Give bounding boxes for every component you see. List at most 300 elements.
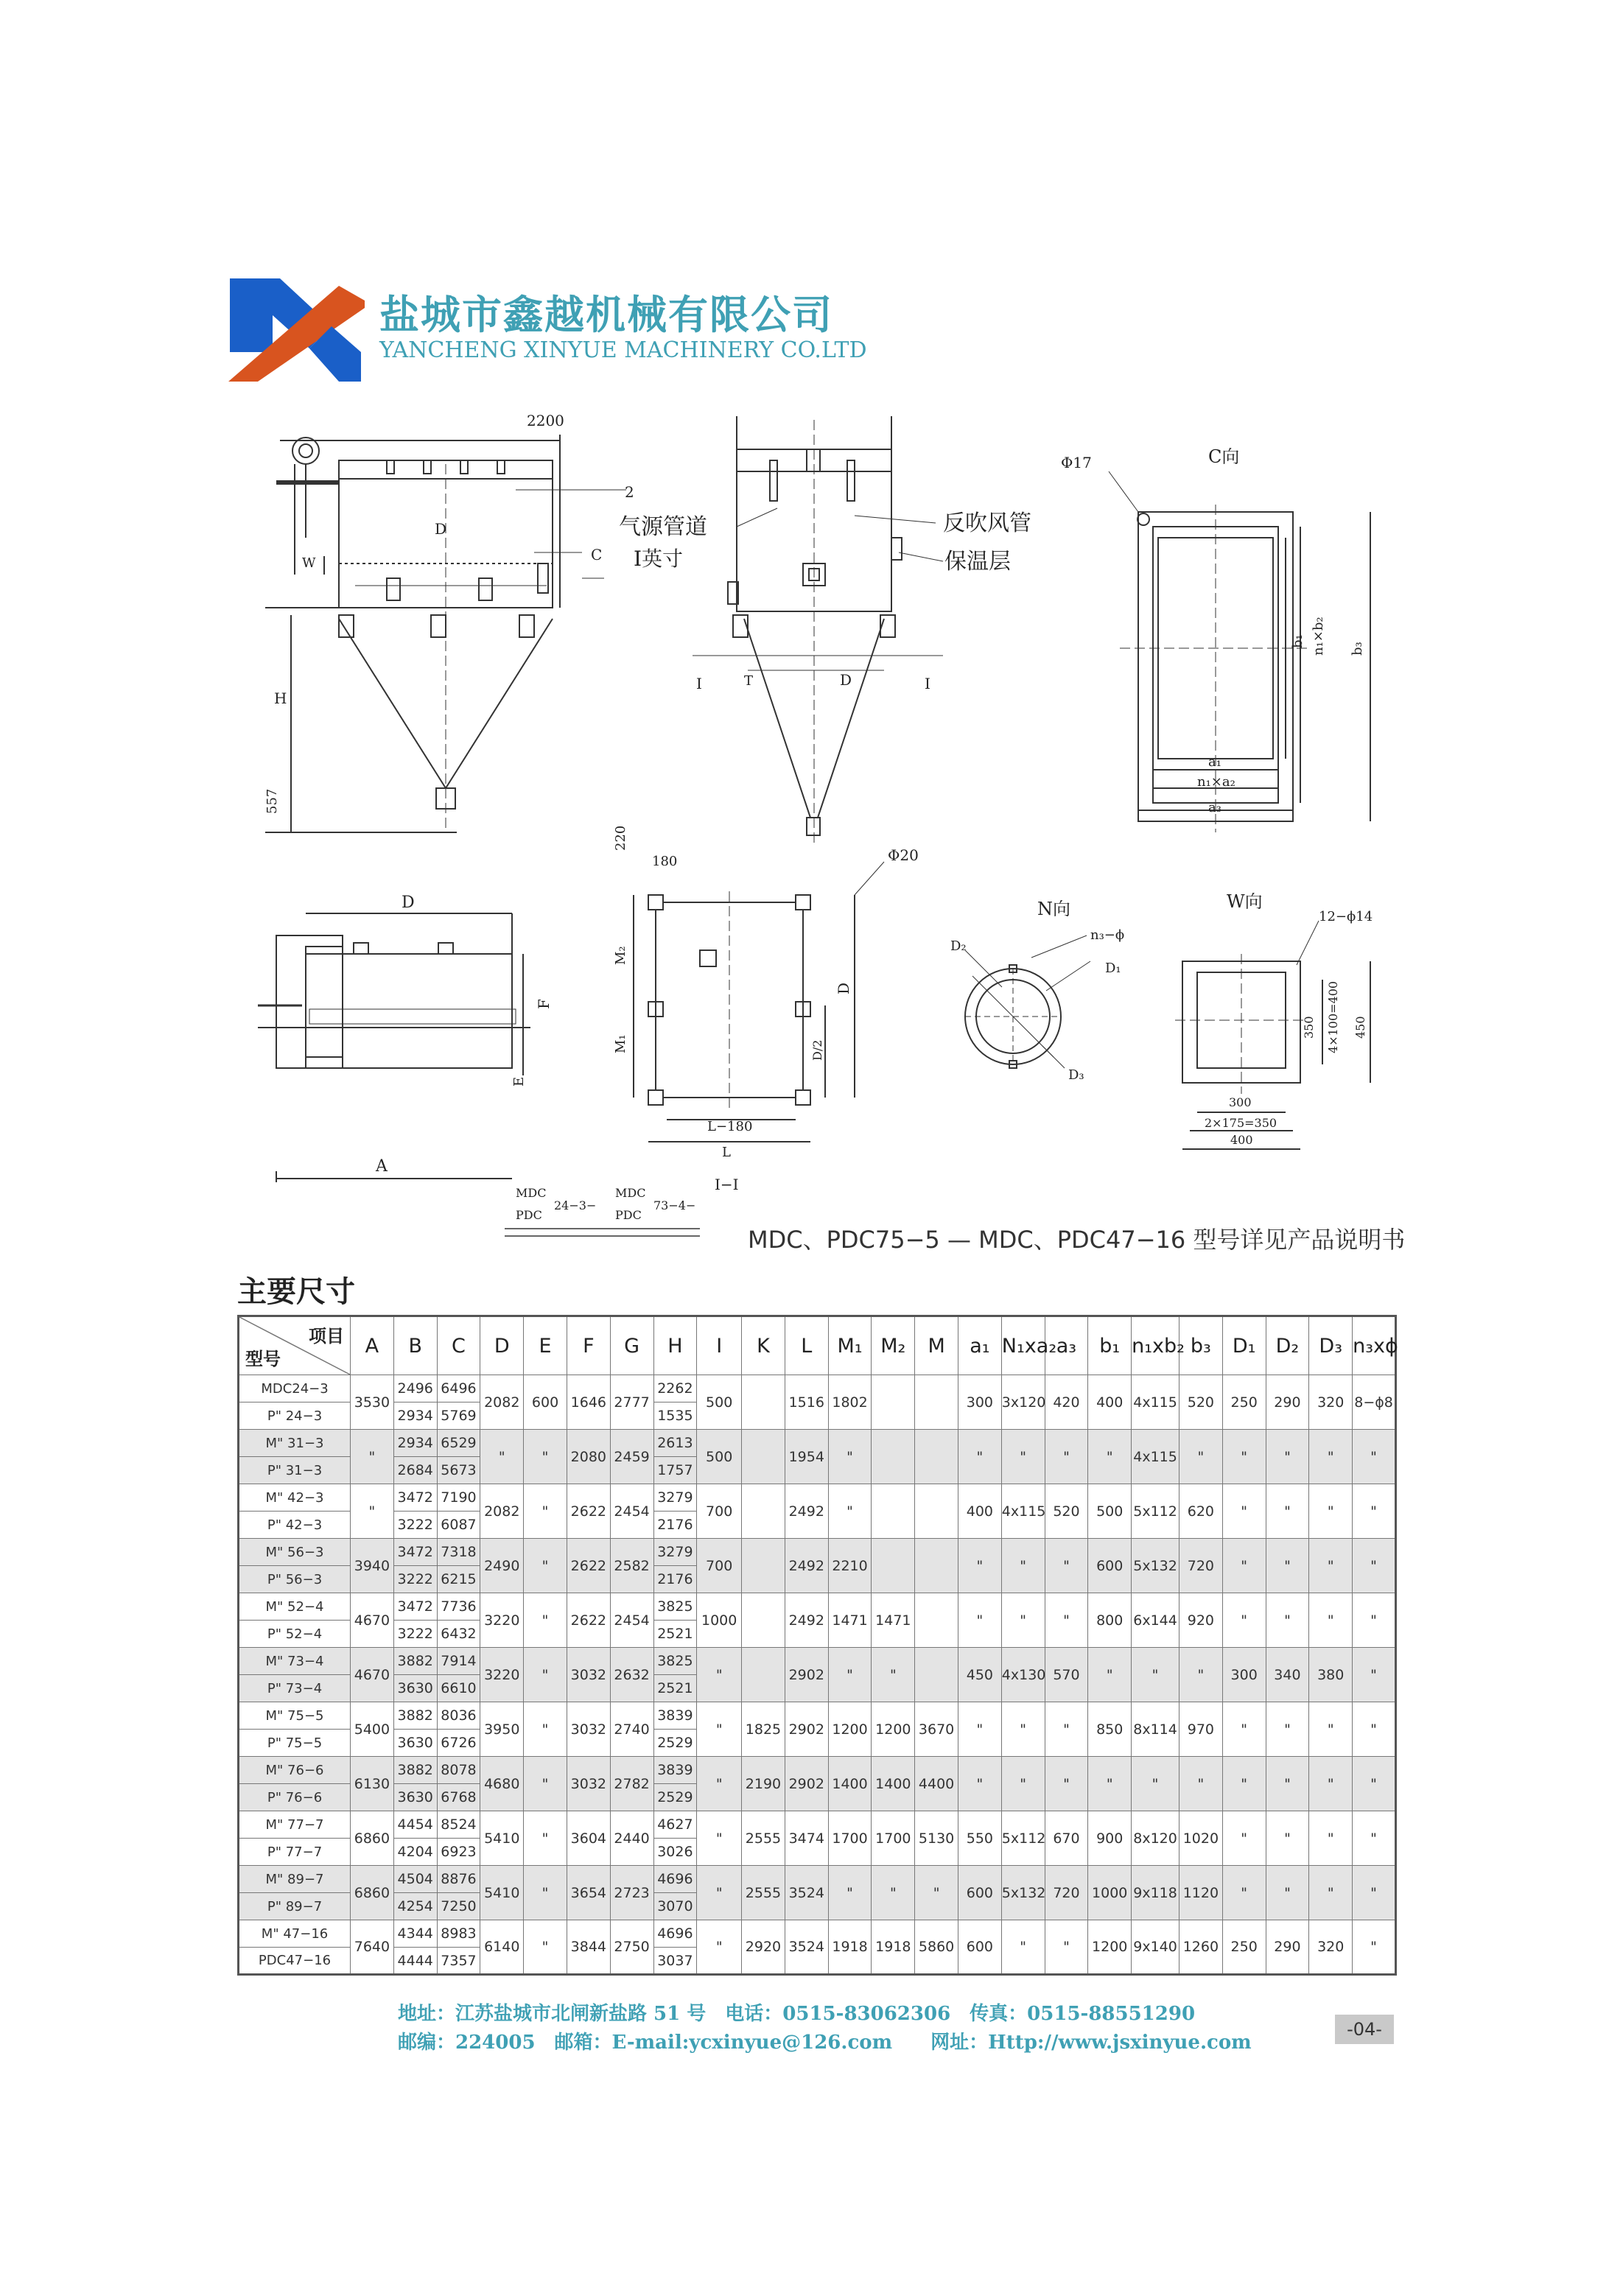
table-cell: " bbox=[1222, 1430, 1266, 1484]
column-header: L bbox=[785, 1316, 828, 1375]
model-cell: M" 76−6 bbox=[239, 1757, 351, 1784]
svg-text:D₃: D₃ bbox=[1068, 1067, 1084, 1083]
svg-text:557: 557 bbox=[264, 788, 280, 814]
table-cell: 3882 bbox=[393, 1648, 437, 1675]
model-cell: M" 47−16 bbox=[239, 1920, 351, 1948]
svg-text:PDC: PDC bbox=[615, 1208, 642, 1222]
table-cell bbox=[915, 1593, 958, 1648]
section-title: 主要尺寸 bbox=[237, 1275, 355, 1309]
table-cell: 2740 bbox=[610, 1702, 653, 1757]
table-cell: 4670 bbox=[351, 1593, 394, 1648]
table-cell bbox=[872, 1484, 915, 1539]
table-cell: 4204 bbox=[393, 1839, 437, 1866]
table-cell: 2902 bbox=[785, 1648, 828, 1702]
table-cell: 1200 bbox=[872, 1702, 915, 1757]
table-cell: 2777 bbox=[610, 1375, 653, 1430]
table-cell: " bbox=[828, 1484, 872, 1539]
table-cell: 7357 bbox=[437, 1948, 480, 1975]
svg-text:Φ20: Φ20 bbox=[888, 846, 919, 864]
table-cell: 570 bbox=[1045, 1648, 1088, 1702]
table-cell: 3950 bbox=[480, 1702, 524, 1757]
svg-text:a₁: a₁ bbox=[1208, 754, 1221, 770]
table-cell: 2782 bbox=[610, 1757, 653, 1811]
column-header: b₁ bbox=[1088, 1316, 1132, 1375]
table-cell: 4444 bbox=[393, 1948, 437, 1975]
table-cell: 1000 bbox=[1088, 1866, 1132, 1920]
table-cell: 1471 bbox=[872, 1593, 915, 1648]
model-cell: P" 75−5 bbox=[239, 1730, 351, 1757]
table-cell: " bbox=[1353, 1539, 1396, 1593]
table-cell: " bbox=[1309, 1484, 1353, 1539]
table-cell: 6610 bbox=[437, 1675, 480, 1702]
table-cell: " bbox=[1353, 1811, 1396, 1866]
model-cell: M" 75−5 bbox=[239, 1702, 351, 1730]
table-cell: 3825 bbox=[653, 1648, 697, 1675]
table-cell: 5769 bbox=[437, 1402, 480, 1430]
table-cell: 4670 bbox=[351, 1648, 394, 1702]
svg-text:I: I bbox=[696, 675, 702, 692]
svg-text:73−4−: 73−4− bbox=[653, 1198, 696, 1212]
table-cell: 7190 bbox=[437, 1484, 480, 1512]
table-cell: " bbox=[1222, 1702, 1266, 1757]
table-cell: 2582 bbox=[610, 1539, 653, 1593]
table-cell: 3882 bbox=[393, 1757, 437, 1784]
svg-text:D: D bbox=[840, 671, 852, 689]
table-cell: " bbox=[1045, 1539, 1088, 1593]
table-cell: " bbox=[1045, 1593, 1088, 1648]
table-row bbox=[239, 1757, 1396, 1784]
table-cell: 2920 bbox=[742, 1920, 785, 1975]
table-cell bbox=[742, 1375, 785, 1430]
table-cell: " bbox=[1045, 1920, 1088, 1975]
table-cell: 5x112 bbox=[1001, 1811, 1045, 1866]
table-cell: 6768 bbox=[437, 1784, 480, 1811]
table-cell: 290 bbox=[1266, 1920, 1309, 1975]
table-cell: " bbox=[1309, 1866, 1353, 1920]
svg-text:I英寸: I英寸 bbox=[634, 547, 684, 571]
table-cell: 2492 bbox=[785, 1593, 828, 1648]
table-cell: 2190 bbox=[742, 1757, 785, 1811]
svg-text:D/2: D/2 bbox=[810, 1039, 824, 1061]
table-cell: 4454 bbox=[393, 1811, 437, 1839]
table-cell: 2902 bbox=[785, 1757, 828, 1811]
table-cell: 2459 bbox=[610, 1430, 653, 1484]
table-cell: 1471 bbox=[828, 1593, 872, 1648]
header-model-label: 型号 bbox=[245, 1349, 281, 1369]
table-cell: " bbox=[524, 1702, 567, 1757]
model-cell: P" 52−4 bbox=[239, 1621, 351, 1648]
svg-text:L−180: L−180 bbox=[707, 1119, 753, 1134]
svg-text:450: 450 bbox=[1353, 1016, 1367, 1039]
table-cell: 7736 bbox=[437, 1593, 480, 1621]
table-row bbox=[239, 1375, 1396, 1402]
table-cell: " bbox=[1222, 1484, 1266, 1539]
table-cell: 670 bbox=[1045, 1811, 1088, 1866]
table-cell: 1802 bbox=[828, 1375, 872, 1430]
table-cell: " bbox=[697, 1702, 742, 1757]
table-cell: 320 bbox=[1309, 1375, 1353, 1430]
table-cell: 2684 bbox=[393, 1457, 437, 1484]
table-cell: " bbox=[524, 1648, 567, 1702]
svg-text:D: D bbox=[435, 520, 447, 538]
svg-text:180: 180 bbox=[652, 854, 678, 869]
svg-text:N向: N向 bbox=[1037, 899, 1070, 919]
svg-text:保温层: 保温层 bbox=[944, 549, 1011, 575]
column-header: C bbox=[437, 1316, 480, 1375]
table-cell: " bbox=[524, 1539, 567, 1593]
table-cell: " bbox=[1266, 1702, 1309, 1757]
table-row bbox=[239, 1484, 1396, 1512]
table-cell: 2934 bbox=[393, 1402, 437, 1430]
svg-text:a₃: a₃ bbox=[1208, 800, 1221, 815]
table-cell: 8036 bbox=[437, 1702, 480, 1730]
table-cell: " bbox=[1222, 1539, 1266, 1593]
table-cell: 900 bbox=[1088, 1811, 1132, 1866]
table-cell bbox=[872, 1375, 915, 1430]
svg-text:气源管道: 气源管道 bbox=[619, 514, 707, 540]
table-cell: 2082 bbox=[480, 1484, 524, 1539]
table-cell: " bbox=[1045, 1757, 1088, 1811]
svg-text:D: D bbox=[835, 982, 852, 994]
model-cell: P" 76−6 bbox=[239, 1784, 351, 1811]
table-cell: " bbox=[872, 1648, 915, 1702]
table-cell: 2176 bbox=[653, 1512, 697, 1539]
table-cell: 3530 bbox=[351, 1375, 394, 1430]
table-cell: " bbox=[1266, 1430, 1309, 1484]
table-cell: 9x140 bbox=[1132, 1920, 1179, 1975]
table-cell bbox=[915, 1539, 958, 1593]
table-cell: " bbox=[958, 1539, 1002, 1593]
table-cell: 800 bbox=[1088, 1593, 1132, 1648]
table-cell: " bbox=[1001, 1920, 1045, 1975]
table-cell: 1954 bbox=[785, 1430, 828, 1484]
table-cell: " bbox=[697, 1811, 742, 1866]
table-cell: 8x114 bbox=[1132, 1702, 1179, 1757]
svg-text:2: 2 bbox=[625, 483, 634, 501]
table-cell: " bbox=[958, 1757, 1002, 1811]
column-header: n₁xb₂ bbox=[1132, 1316, 1179, 1375]
side-view-drawing bbox=[693, 416, 1031, 847]
table-cell: 1400 bbox=[872, 1757, 915, 1811]
table-cell: 4x115 bbox=[1132, 1375, 1179, 1430]
column-header: D₁ bbox=[1222, 1316, 1266, 1375]
svg-text:I−I: I−I bbox=[715, 1176, 739, 1193]
column-header: a₁ bbox=[958, 1316, 1002, 1375]
table-cell bbox=[872, 1539, 915, 1593]
table-cell: 3220 bbox=[480, 1593, 524, 1648]
table-cell: 1120 bbox=[1179, 1866, 1222, 1920]
table-cell: " bbox=[1309, 1539, 1353, 1593]
table-cell: " bbox=[1179, 1430, 1222, 1484]
model-cell: P" 77−7 bbox=[239, 1839, 351, 1866]
svg-text:D: D bbox=[402, 894, 415, 912]
table-cell: " bbox=[697, 1648, 742, 1702]
table-cell: " bbox=[1222, 1593, 1266, 1648]
table-cell: 340 bbox=[1266, 1648, 1309, 1702]
table-cell: " bbox=[524, 1811, 567, 1866]
table-cell: " bbox=[1266, 1539, 1309, 1593]
table-cell: 3839 bbox=[653, 1757, 697, 1784]
table-cell: 3472 bbox=[393, 1484, 437, 1512]
table-cell: " bbox=[1353, 1593, 1396, 1648]
table-cell: 6130 bbox=[351, 1757, 394, 1811]
model-cell: P" 73−4 bbox=[239, 1675, 351, 1702]
table-cell: 600 bbox=[524, 1375, 567, 1430]
table-cell bbox=[742, 1430, 785, 1484]
table-cell: 5x132 bbox=[1001, 1866, 1045, 1920]
table-cell: 1000 bbox=[697, 1593, 742, 1648]
column-header: E bbox=[524, 1316, 567, 1375]
column-header: M₂ bbox=[872, 1316, 915, 1375]
table-cell: 6529 bbox=[437, 1430, 480, 1457]
footer-contact-line1: 地址：江苏盐城市北闸新盐路 51 号 电话：0515-83062306 传真：0515-88551290 bbox=[398, 2003, 1196, 2025]
table-cell bbox=[915, 1484, 958, 1539]
svg-text:n₁×a₂: n₁×a₂ bbox=[1197, 774, 1235, 790]
svg-text:I: I bbox=[925, 675, 930, 692]
n-view-drawing bbox=[950, 899, 1124, 1083]
table-cell: 1757 bbox=[653, 1457, 697, 1484]
table-cell: 6496 bbox=[437, 1375, 480, 1402]
model-cell: M" 56−3 bbox=[239, 1539, 351, 1566]
table-cell: " bbox=[1266, 1811, 1309, 1866]
table-cell: 6860 bbox=[351, 1811, 394, 1866]
table-cell: 3472 bbox=[393, 1539, 437, 1566]
table-cell: 520 bbox=[1179, 1375, 1222, 1430]
table-cell: " bbox=[524, 1866, 567, 1920]
table-cell: 970 bbox=[1179, 1702, 1222, 1757]
table-cell: 700 bbox=[697, 1539, 742, 1593]
table-cell: 3222 bbox=[393, 1512, 437, 1539]
table-cell: 550 bbox=[958, 1811, 1002, 1866]
table-cell: " bbox=[1132, 1648, 1179, 1702]
table-cell: 4400 bbox=[915, 1757, 958, 1811]
table-cell: 3220 bbox=[480, 1648, 524, 1702]
table-cell: " bbox=[1001, 1593, 1045, 1648]
table-cell: " bbox=[697, 1920, 742, 1975]
table-cell: 8876 bbox=[437, 1866, 480, 1893]
table-row bbox=[239, 1539, 1396, 1566]
table-cell: 3839 bbox=[653, 1702, 697, 1730]
svg-text:E: E bbox=[511, 1076, 527, 1086]
svg-text:MDC: MDC bbox=[615, 1186, 646, 1200]
svg-text:n₃−ϕ: n₃−ϕ bbox=[1090, 927, 1125, 943]
table-cell: 6726 bbox=[437, 1730, 480, 1757]
table-cell: " bbox=[1309, 1811, 1353, 1866]
table-cell: 3654 bbox=[567, 1866, 610, 1920]
table-cell: 6923 bbox=[437, 1839, 480, 1866]
svg-text:4×100=400: 4×100=400 bbox=[1326, 980, 1340, 1053]
table-cell: 6432 bbox=[437, 1621, 480, 1648]
table-cell: 2176 bbox=[653, 1566, 697, 1593]
table-cell: 2454 bbox=[610, 1484, 653, 1539]
svg-text:F: F bbox=[535, 999, 553, 1009]
table-cell: 1400 bbox=[828, 1757, 872, 1811]
table-cell: " bbox=[1309, 1593, 1353, 1648]
table-cell: 400 bbox=[1088, 1375, 1132, 1430]
table-cell: " bbox=[351, 1430, 394, 1484]
table-cell: " bbox=[1179, 1648, 1222, 1702]
table-cell: 3882 bbox=[393, 1702, 437, 1730]
table-cell: " bbox=[1353, 1648, 1396, 1702]
table-cell: 300 bbox=[1222, 1648, 1266, 1702]
svg-text:PDC: PDC bbox=[516, 1208, 542, 1222]
table-cell: " bbox=[958, 1593, 1002, 1648]
svg-text:n₁×b₂: n₁×b₂ bbox=[1311, 617, 1326, 656]
table-cell: 850 bbox=[1088, 1702, 1132, 1757]
table-cell: " bbox=[1001, 1430, 1045, 1484]
table-cell bbox=[742, 1593, 785, 1648]
table-cell: " bbox=[1088, 1430, 1132, 1484]
column-header: M₁ bbox=[828, 1316, 872, 1375]
table-cell: 1700 bbox=[872, 1811, 915, 1866]
svg-text:H: H bbox=[274, 689, 287, 707]
table-cell: 600 bbox=[958, 1920, 1002, 1975]
table-cell: 6140 bbox=[480, 1920, 524, 1975]
table-cell: 7250 bbox=[437, 1893, 480, 1920]
table-cell: 2902 bbox=[785, 1702, 828, 1757]
table-cell: " bbox=[1222, 1811, 1266, 1866]
svg-text:400: 400 bbox=[1230, 1133, 1253, 1147]
table-cell: " bbox=[1222, 1757, 1266, 1811]
table-cell: 2622 bbox=[567, 1484, 610, 1539]
table-cell: 6215 bbox=[437, 1566, 480, 1593]
column-header: B bbox=[393, 1316, 437, 1375]
w-view-drawing bbox=[1175, 891, 1373, 1149]
table-row bbox=[239, 1811, 1396, 1839]
table-cell: 2082 bbox=[480, 1375, 524, 1430]
table-cell: 3940 bbox=[351, 1539, 394, 1593]
table-cell: 520 bbox=[1045, 1484, 1088, 1539]
table-cell: 3x120 bbox=[1001, 1375, 1045, 1430]
svg-text:Φ17: Φ17 bbox=[1061, 454, 1092, 471]
section-i-i-drawing bbox=[613, 826, 919, 1193]
table-cell: 4344 bbox=[393, 1920, 437, 1948]
table-cell: 3032 bbox=[567, 1648, 610, 1702]
table-cell: 3032 bbox=[567, 1757, 610, 1811]
dimension-table bbox=[237, 1315, 1397, 1976]
table-cell: 5410 bbox=[480, 1811, 524, 1866]
table-cell: 7914 bbox=[437, 1648, 480, 1675]
table-cell: 450 bbox=[958, 1648, 1002, 1702]
table-cell: 2210 bbox=[828, 1539, 872, 1593]
table-cell: 2492 bbox=[785, 1539, 828, 1593]
table-cell: 2490 bbox=[480, 1539, 524, 1593]
table-cell bbox=[742, 1539, 785, 1593]
table-cell: " bbox=[1001, 1702, 1045, 1757]
model-cell: M" 77−7 bbox=[239, 1811, 351, 1839]
table-cell: 500 bbox=[1088, 1484, 1132, 1539]
model-cell: P" 89−7 bbox=[239, 1893, 351, 1920]
table-cell bbox=[742, 1648, 785, 1702]
table-cell: 3524 bbox=[785, 1866, 828, 1920]
table-cell: 8078 bbox=[437, 1757, 480, 1784]
technical-drawings bbox=[236, 405, 1400, 1252]
table-cell: " bbox=[524, 1430, 567, 1484]
table-cell: 4627 bbox=[653, 1811, 697, 1839]
table-cell: " bbox=[1088, 1648, 1132, 1702]
table-cell: 4696 bbox=[653, 1866, 697, 1893]
table-cell: 380 bbox=[1309, 1648, 1353, 1702]
svg-text:T: T bbox=[744, 673, 754, 689]
table-cell: 7318 bbox=[437, 1539, 480, 1566]
table-cell: 2454 bbox=[610, 1593, 653, 1648]
svg-text:2200: 2200 bbox=[527, 412, 564, 429]
table-cell: 700 bbox=[697, 1484, 742, 1539]
company-name-en: YANCHENG XINYUE MACHINERY CO.LTD bbox=[379, 337, 867, 363]
table-cell: " bbox=[828, 1866, 872, 1920]
table-cell: 2529 bbox=[653, 1730, 697, 1757]
table-cell: 3474 bbox=[785, 1811, 828, 1866]
table-cell: " bbox=[1266, 1866, 1309, 1920]
table-cell: 3222 bbox=[393, 1621, 437, 1648]
table-cell: 2555 bbox=[742, 1866, 785, 1920]
table-cell: 2723 bbox=[610, 1866, 653, 1920]
svg-text:24−3−: 24−3− bbox=[554, 1198, 597, 1212]
model-cell: P" 56−3 bbox=[239, 1566, 351, 1593]
table-cell: " bbox=[872, 1866, 915, 1920]
table-cell: 6x144 bbox=[1132, 1593, 1179, 1648]
table-cell: " bbox=[697, 1757, 742, 1811]
table-cell: 600 bbox=[958, 1866, 1002, 1920]
column-header: D₂ bbox=[1266, 1316, 1309, 1375]
table-cell: 3524 bbox=[785, 1920, 828, 1975]
table-cell: 620 bbox=[1179, 1484, 1222, 1539]
column-header: D bbox=[480, 1316, 524, 1375]
model-cell: P" 31−3 bbox=[239, 1457, 351, 1484]
table-cell: " bbox=[828, 1430, 872, 1484]
table-cell: 2555 bbox=[742, 1811, 785, 1866]
model-cell: P" 42−3 bbox=[239, 1512, 351, 1539]
table-cell: 5400 bbox=[351, 1702, 394, 1757]
header-item-label: 项目 bbox=[309, 1326, 345, 1347]
table-cell: 400 bbox=[958, 1484, 1002, 1539]
table-cell: 3037 bbox=[653, 1948, 697, 1975]
table-cell: " bbox=[958, 1702, 1002, 1757]
table-cell: " bbox=[1309, 1430, 1353, 1484]
table-cell: 420 bbox=[1045, 1375, 1088, 1430]
table-cell: " bbox=[1353, 1757, 1396, 1811]
table-cell: 6087 bbox=[437, 1512, 480, 1539]
column-header: A bbox=[351, 1316, 394, 1375]
table-row bbox=[239, 1430, 1396, 1457]
table-cell: 8983 bbox=[437, 1920, 480, 1948]
table-cell: 500 bbox=[697, 1430, 742, 1484]
table-cell: 3222 bbox=[393, 1566, 437, 1593]
column-header: K bbox=[742, 1316, 785, 1375]
table-cell: 4254 bbox=[393, 1893, 437, 1920]
table-cell: 3604 bbox=[567, 1811, 610, 1866]
table-cell: " bbox=[697, 1866, 742, 1920]
table-cell bbox=[915, 1430, 958, 1484]
table-cell: 2080 bbox=[567, 1430, 610, 1484]
table-cell: " bbox=[1222, 1866, 1266, 1920]
table-cell: 2632 bbox=[610, 1648, 653, 1702]
table-cell: 1516 bbox=[785, 1375, 828, 1430]
column-header: H bbox=[653, 1316, 697, 1375]
table-cell: 4x115 bbox=[1001, 1484, 1045, 1539]
column-header: a₃ bbox=[1045, 1316, 1088, 1375]
column-header: G bbox=[610, 1316, 653, 1375]
table-row bbox=[239, 1593, 1396, 1621]
svg-text:D₁: D₁ bbox=[1105, 961, 1121, 976]
table-cell: 3026 bbox=[653, 1839, 697, 1866]
table-cell: 1918 bbox=[828, 1920, 872, 1975]
table-cell: 2521 bbox=[653, 1675, 697, 1702]
svg-text:b₁: b₁ bbox=[1290, 634, 1305, 648]
table-cell: 300 bbox=[958, 1375, 1002, 1430]
svg-text:L: L bbox=[722, 1145, 731, 1160]
column-header: b₃ bbox=[1179, 1316, 1222, 1375]
